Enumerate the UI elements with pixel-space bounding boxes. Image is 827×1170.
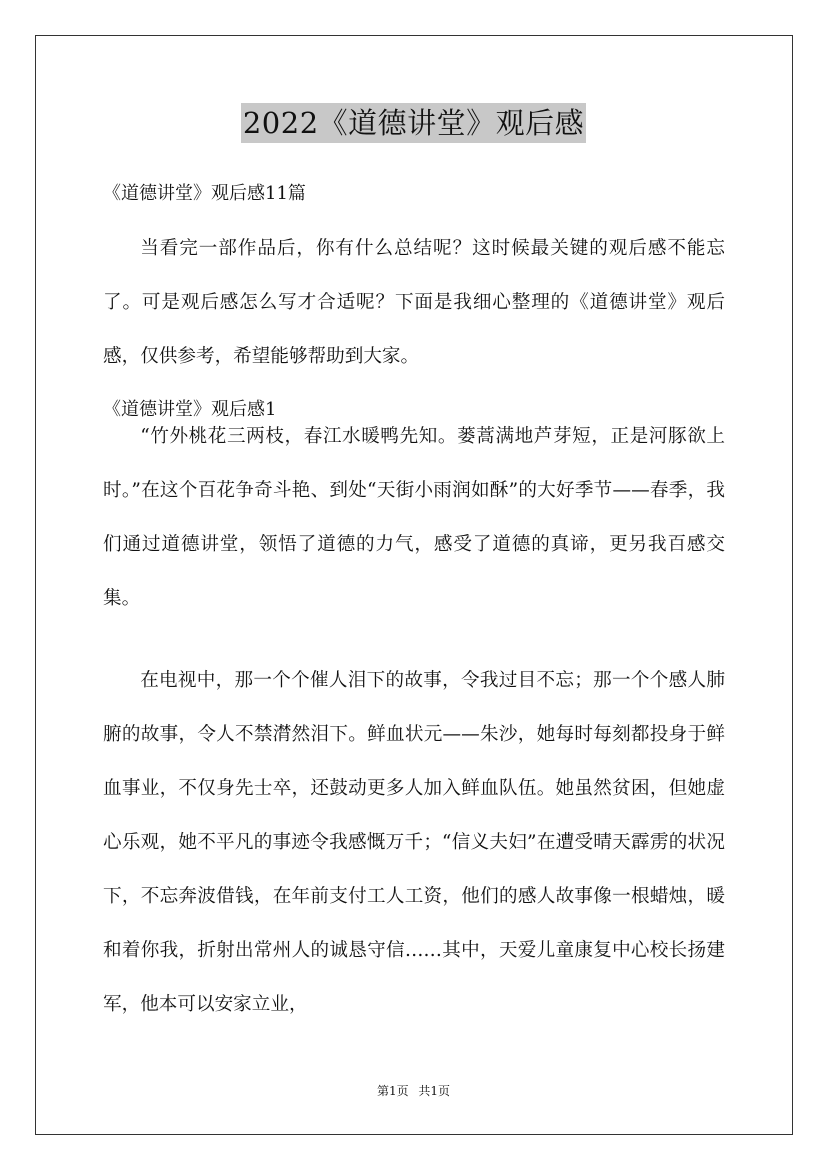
section-heading[interactable]: 《道德讲堂》观后感1 [103, 399, 277, 420]
document-title[interactable]: 2022《道德讲堂》观后感 [241, 103, 586, 143]
title-container [0, 103, 827, 143]
body-paragraph-1[interactable]: “竹外桃花三两枝，春江水暖鸭先知。蒌蒿满地芦芽短，正是河豚欲上时。”在这个百花争奇斗艳、到处“天街小雨润如酥”的大好季节——春季，我们通过道德讲堂，领悟了道德的力气，感受了道德的真谛，更另我百感交集。 [103, 426, 725, 609]
intro-paragraph[interactable]: 当看完一部作品后，你有什么总结呢？这时候最关键的观后感不能忘了。可是观后感怎么写才合适呢？下面是我细心整理的《道德讲堂》观后感，仅供参考，希望能够帮助到大家。 [103, 238, 725, 367]
document-subtitle[interactable]: 《道德讲堂》观后感11篇 [103, 183, 306, 204]
body-paragraph-2[interactable]: 在电视中，那一个个催人泪下的故事，令我过目不忘；那一个个感人肺腑的故事，令人不禁潸然泪下。鲜血状元——朱沙，她每时每刻都投身于鲜血事业，不仅身先士卒，还鼓动更多人加入鲜血队伍。她虽然贫困，但她虚心乐观，她不平凡的事迹令我感慨万千；“信义夫妇”在遭受晴天霹雳的状况下，不忘奔波借钱，在年前支付工人工资，他们的感人故事像一根蜡烛，暖和着你我，折射出常州人的诚恳守信……其中，天爱儿童康复中心校长扬建军，他本可以安家立业， [103, 670, 725, 1015]
page-total: 共1页 [418, 1084, 451, 1098]
page-number: 第1页 [376, 1084, 409, 1098]
page-footer [0, 1082, 827, 1099]
